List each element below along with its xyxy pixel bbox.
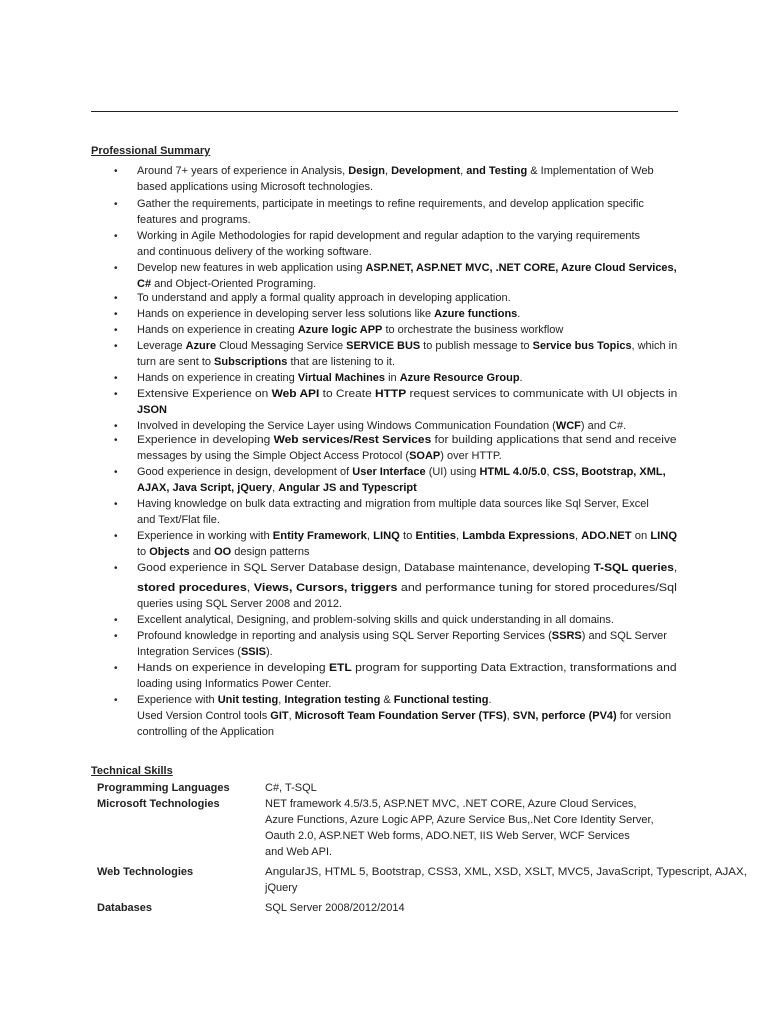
text: to — [137, 546, 150, 558]
skill-values: Oauth 2.0, ASP.NET Web forms, ADO.NET, IIS Web Server, WCF Services — [265, 830, 630, 842]
text: ). — [266, 646, 273, 658]
bullet-icon: • — [114, 421, 118, 432]
summary-line — [137, 449, 502, 464]
bullet-icon: • — [114, 615, 118, 626]
bullet-icon: • — [114, 663, 118, 674]
bold-text: LINQ — [373, 530, 400, 542]
summary-line — [137, 545, 309, 560]
summary-line — [137, 419, 626, 434]
bold-text: HTTP — [375, 388, 407, 400]
text: and — [189, 546, 215, 558]
bullet-icon: • — [114, 309, 118, 320]
bold-text: Unit testing — [217, 694, 279, 706]
text: , — [366, 530, 374, 542]
horizontal-rule — [91, 111, 678, 112]
text: , — [460, 165, 467, 177]
text: Extensive Experience on — [137, 388, 272, 400]
bold-text: SSRS — [551, 630, 582, 642]
text: based applications using Microsoft technologies. — [137, 181, 374, 193]
text: controlling of the Application — [137, 726, 274, 738]
text: , — [574, 530, 582, 542]
text: & — [380, 694, 394, 706]
text: Involved in developing the Service Layer using Windows Communication Foundation ( — [137, 420, 556, 432]
bold-text: ETL — [328, 662, 352, 674]
bold-text: Entity Framework — [272, 530, 367, 542]
bold-text: and Testing — [466, 165, 528, 177]
bold-text: OO — [214, 546, 232, 558]
bold-text: ASP.NET, ASP.NET MVC, .NET CORE, Azure Cloud Services, — [365, 262, 677, 274]
summary-line — [137, 693, 492, 708]
bold-text: Virtual Machines — [297, 372, 386, 384]
text: ) and SQL Server — [581, 630, 667, 642]
text: in — [385, 372, 400, 384]
text: to orchestrate the business workflow — [382, 324, 564, 336]
bold-text: Azure — [185, 340, 217, 352]
bold-text: SERVICE BUS — [346, 340, 421, 352]
bullet-icon: • — [114, 263, 118, 274]
summary-line — [137, 513, 220, 528]
text: Good experience in SQL Server Database design, Database maintenance, developing — [137, 562, 594, 574]
bullet-icon: • — [114, 341, 118, 352]
bullet-icon: • — [114, 435, 118, 446]
summary-line — [137, 213, 251, 228]
bold-text: ADO.NET — [581, 530, 632, 542]
skill-category-label: Databases — [97, 902, 153, 914]
text: ) and C#. — [580, 420, 627, 432]
text: Experience in developing — [137, 434, 274, 446]
text: . — [519, 372, 523, 384]
bold-text: Entities — [415, 530, 456, 542]
skill-values: Azure Functions, Azure Logic APP, Azure Service Bus,.Net Core Identity Server, — [265, 814, 654, 826]
text: Hands on experience in developing — [137, 662, 329, 674]
text: messages by using the Simple Object Access Protocol ( — [137, 450, 410, 462]
text: Cloud Messaging Service — [216, 340, 347, 352]
text: , which in — [631, 340, 678, 352]
text: Profound knowledge in reporting and analysis using SQL Server Reporting Services ( — [137, 630, 552, 642]
text: loading using Informatics Power Center. — [137, 678, 332, 690]
text: , — [546, 466, 553, 478]
text: , — [384, 165, 392, 177]
text: on — [631, 530, 651, 542]
summary-line — [137, 497, 649, 512]
text: Good experience in design, development of — [137, 466, 353, 478]
summary-line — [137, 645, 273, 660]
text: for building applications that send and receive — [431, 434, 677, 446]
text: Hands on experience in creating — [137, 372, 298, 384]
text: Leverage — [137, 340, 186, 352]
text: , — [673, 562, 678, 574]
summary-line — [137, 355, 395, 370]
bold-text: Views, Cursors, triggers — [253, 582, 398, 594]
text: Experience with — [137, 694, 218, 706]
text: , — [455, 530, 463, 542]
summary-line — [137, 277, 316, 292]
bullet-icon: • — [114, 293, 118, 304]
bold-text: WCF — [555, 420, 581, 432]
summary-line — [137, 307, 520, 322]
text: . — [517, 308, 521, 320]
skill-values: and Web API. — [265, 846, 333, 858]
text: features and programs. — [137, 214, 251, 226]
text: (UI) using — [425, 466, 480, 478]
skill-values: AngularJS, HTML 5, Bootstrap, CSS3, XML, XSD, XSLT, MVC5, JavaScript, Typescript, AJAX, — [265, 866, 747, 878]
text: and continuous delivery of the working software. — [137, 246, 372, 258]
summary-line — [137, 725, 274, 740]
summary-line — [137, 403, 167, 418]
bold-text: Subscriptions — [214, 356, 288, 368]
bold-text: T-SQL queries — [593, 562, 674, 574]
summary-line — [137, 709, 671, 724]
summary-line — [137, 613, 614, 628]
summary-line — [137, 180, 373, 195]
skill-values: SQL Server 2008/2012/2014 — [265, 902, 405, 914]
summary-line — [137, 261, 677, 276]
summary-line — [137, 197, 644, 212]
bold-text: Azure logic APP — [297, 324, 383, 336]
bullet-icon: • — [114, 325, 118, 336]
text: to — [399, 530, 416, 542]
summary-line — [137, 629, 667, 644]
bold-text: HTML 4.0/5.0 — [479, 466, 547, 478]
bold-text: SOAP — [409, 450, 441, 462]
bold-text: SSIS — [240, 646, 267, 658]
bold-text: Service bus Topics — [532, 340, 632, 352]
text: . — [488, 694, 492, 706]
bullet-icon: • — [114, 373, 118, 384]
text: , — [272, 482, 279, 494]
bold-text: Azure Resource Group — [399, 372, 520, 384]
section-heading-professional-summary: Professional Summary — [91, 145, 211, 157]
bold-text: User Interface — [352, 466, 426, 478]
bullet-icon: • — [114, 389, 118, 400]
text: for version — [616, 710, 672, 722]
text: program for supporting Data Extraction, transformations and — [351, 662, 677, 674]
skill-values: C#, T-SQL — [265, 782, 317, 794]
text: , — [278, 694, 285, 706]
bold-text: Integration testing — [284, 694, 381, 706]
text: Experience in working with — [137, 530, 273, 542]
bold-text: Functional testing — [393, 694, 489, 706]
skill-category-label: Web Technologies — [97, 866, 194, 878]
skill-values: jQuery — [265, 882, 298, 894]
text: to publish message to — [420, 340, 533, 352]
bold-text: LINQ — [650, 530, 678, 542]
bold-text: Design — [348, 165, 385, 177]
summary-line — [137, 661, 677, 676]
bullet-icon: • — [114, 695, 118, 706]
summary-line — [137, 371, 523, 386]
summary-line — [137, 581, 677, 596]
summary-line — [137, 597, 342, 612]
bullet-icon: • — [114, 467, 118, 478]
skill-values: NET framework 4.5/3.5, ASP.NET MVC, .NET CORE, Azure Cloud Services, — [265, 798, 637, 810]
bullet-icon: • — [114, 631, 118, 642]
text: Gather the requirements, participate in meetings to refine requirements, and develop application specific — [137, 198, 644, 210]
text: turn are sent to — [137, 356, 215, 368]
summary-line — [137, 481, 417, 496]
text: Working in Agile Methodologies for rapid development and regular adaption to the varying requirements — [137, 230, 641, 242]
bold-text: stored procedures — [137, 582, 247, 594]
bold-text: GIT — [270, 710, 289, 722]
bold-text: JSON — [137, 404, 167, 416]
bullet-icon: • — [114, 199, 118, 210]
summary-line — [137, 291, 511, 306]
text: Used Version Control tools — [137, 710, 271, 722]
summary-line — [137, 529, 677, 544]
section-heading-technical-skills: Technical Skills — [91, 765, 173, 777]
bullet-icon: • — [114, 499, 118, 510]
text: To understand and apply a formal quality approach in developing application. — [137, 292, 511, 304]
bold-text: AJAX, Java Script, jQuery — [137, 482, 273, 494]
text: Around 7+ years of experience in Analysis, — [137, 165, 349, 177]
text: and Text/Flat file. — [137, 514, 220, 526]
summary-line — [137, 245, 372, 260]
text: Hands on experience in creating — [137, 324, 298, 336]
bold-text: SVN, perforce (PV4) — [512, 710, 617, 722]
text: Having knowledge on bulk data extracting and migration from multiple data sources like Sql Server, Excel — [137, 498, 649, 510]
text: to Create — [319, 388, 376, 400]
text: , — [506, 710, 513, 722]
summary-line — [137, 677, 331, 692]
bold-text: Lambda Expressions — [462, 530, 575, 542]
summary-line — [137, 465, 666, 480]
text: ) over HTTP. — [440, 450, 502, 462]
bullet-icon: • — [114, 166, 118, 177]
text: , — [246, 582, 254, 594]
summary-line — [137, 164, 654, 179]
text: & Implementation of Web — [527, 165, 654, 177]
bullet-icon: • — [114, 231, 118, 242]
text: design patterns — [231, 546, 310, 558]
text: Excellent analytical, Designing, and problem-solving skills and quick understanding in all domains. — [137, 614, 614, 626]
text: Integration Services ( — [137, 646, 241, 658]
text: request services to communicate with UI objects in — [406, 388, 678, 400]
bold-text: Angular JS and Typescript — [278, 482, 417, 494]
summary-line — [137, 339, 677, 354]
bold-text: Web services/Rest Services — [273, 434, 432, 446]
summary-line — [137, 323, 563, 338]
text: , — [288, 710, 295, 722]
text: that are listening to it. — [287, 356, 396, 368]
summary-line — [137, 561, 677, 576]
skill-category-label: Programming Languages — [97, 782, 230, 794]
text: and performance tuning for stored procedures/Sql — [397, 582, 677, 594]
bold-text: C# — [137, 278, 152, 290]
summary-line — [137, 387, 677, 402]
text: queries using SQL Server 2008 and 2012. — [137, 598, 343, 610]
bold-text: Microsoft Team Foundation Server (TFS) — [294, 710, 507, 722]
text: and Object-Oriented Programing. — [151, 278, 317, 290]
summary-line — [137, 229, 640, 244]
bold-text: Web API — [271, 388, 320, 400]
bold-text: CSS, Bootstrap, XML, — [552, 466, 666, 478]
bullet-icon: • — [114, 531, 118, 542]
skill-category-label: Microsoft Technologies — [97, 798, 220, 810]
text: Develop new features in web application using — [137, 262, 366, 274]
text: Hands on experience in developing server less solutions like — [137, 308, 435, 320]
bold-text: Objects — [149, 546, 190, 558]
bold-text: Azure functions — [434, 308, 518, 320]
bold-text: Development — [391, 165, 461, 177]
bullet-icon: • — [114, 563, 118, 574]
summary-line — [137, 433, 677, 448]
